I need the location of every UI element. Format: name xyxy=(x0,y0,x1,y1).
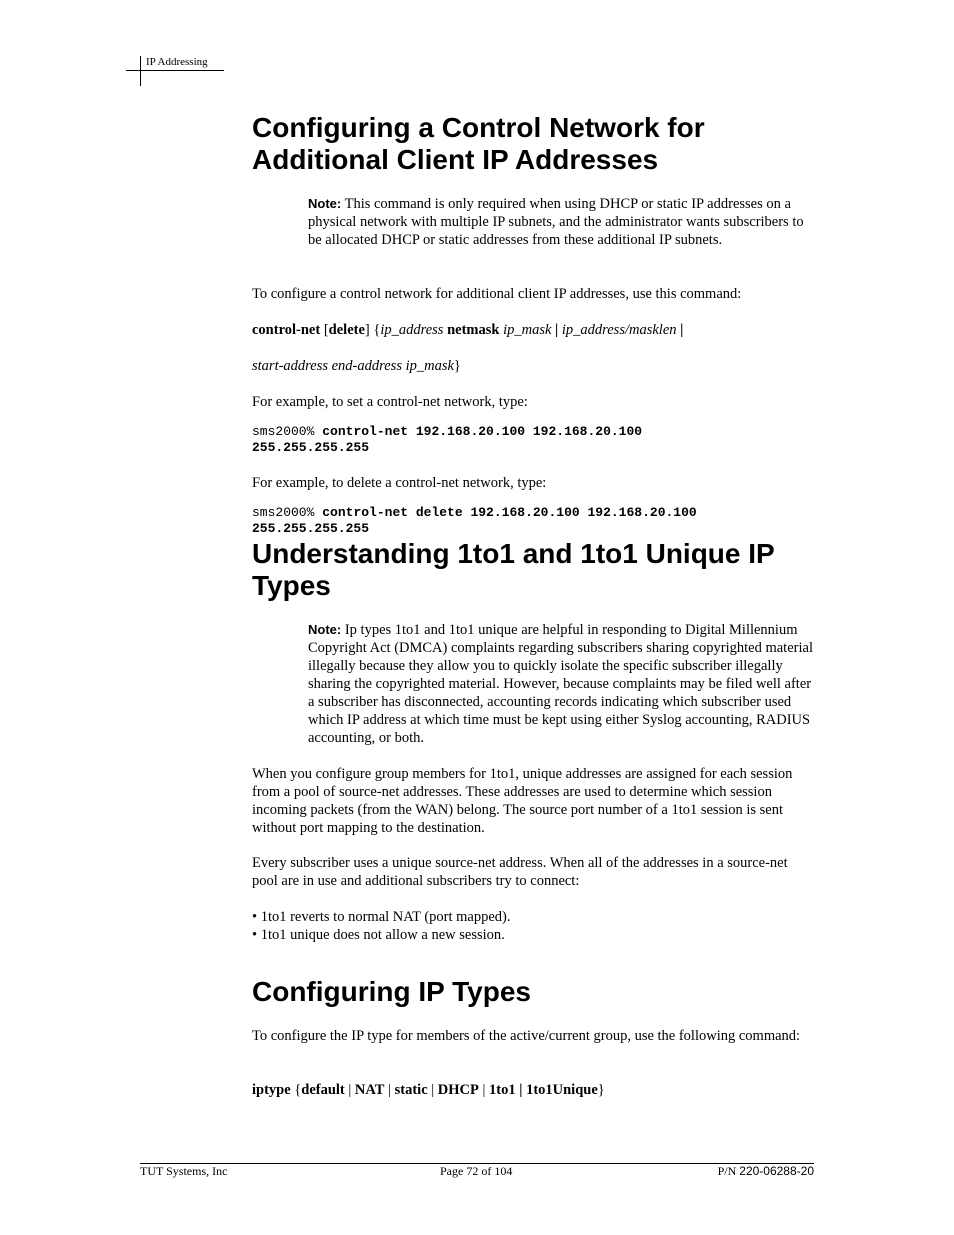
example2-text: For example, to delete a control-net network, type: xyxy=(252,475,547,491)
section-title-control-network: Configuring a Control Network for Additional Client IP Addresses xyxy=(252,112,705,175)
section-title-ip-types: Configuring IP Types xyxy=(252,976,531,1007)
command-syntax-line2: start-address end-address ip_mask} xyxy=(252,358,461,374)
note-label: Note: xyxy=(308,196,342,211)
example2-code: sms2000% control-net delete 192.168.20.100 192.168.20.100 255.255.255.255 xyxy=(252,505,697,536)
intro-paragraph: To configure a control network for additional client IP addresses, use this command: xyxy=(252,286,742,302)
note-text: This command is only required when using DHCP or static IP addresses on a physical network with multiple IP subnets, and the administrator wants subscribers to be allocated DHCP or static addresses from these additional IP subnets. xyxy=(308,196,804,248)
note-control-network xyxy=(308,195,818,249)
footer-part-number: P/N 220-06288-20 xyxy=(717,1164,814,1178)
example1-text: For example, to set a control-net network, type: xyxy=(252,394,528,410)
list-item: • 1to1 reverts to normal NAT (port mapped). xyxy=(252,909,511,925)
bullet-list xyxy=(252,908,817,944)
running-header: IP Addressing xyxy=(146,56,208,68)
command-syntax-control-net: control-net [delete] {ip_address netmask ip_mask | ip_address/masklen | xyxy=(252,322,684,338)
footer-page-number: Page 72 of 104 xyxy=(440,1164,513,1178)
example1-code: sms2000% control-net 192.168.20.100 192.168.20.100 255.255.255.255 xyxy=(252,424,643,455)
note-label: Note: xyxy=(308,622,342,637)
paragraph-source-net: Every subscriber uses a unique source-net address. When all of the addresses in a source-net pool are in use and additional subscribers try to connect: xyxy=(252,855,788,889)
section-title-1to1: Understanding 1to1 and 1to1 Unique IP Types xyxy=(252,538,775,601)
list-item: • 1to1 unique does not allow a new session. xyxy=(252,927,505,943)
note-1to1 xyxy=(308,621,818,747)
intro-ip-types: To configure the IP type for members of the active/current group, use the following command: xyxy=(252,1028,801,1044)
header-corner-mark xyxy=(140,56,141,86)
note-text: Ip types 1to1 and 1to1 unique are helpful in responding to Digital Millennium Copyright Act (DMCA) complaints regarding subscribers sharing copyrighted material illegally because they allow you to quickly isolate the specific subscriber illegally sharing the copyrighted material. However, because complaints may be filed well after a subscriber has disconnected, accounting records indicating which subscriber used which IP address at which time must be kept using either Syslog accounting, RADIUS accounting, or both. xyxy=(308,622,813,746)
footer-company: TUT Systems, Inc xyxy=(140,1164,228,1178)
paragraph-1to1-config: When you configure group members for 1to1, unique addresses are assigned for each session from a pool of source-net addresses. These addresses are used to determine which session incoming packets (from the WAN) belong. The source port number of a 1to1 session is sent without port mapping to the destination. xyxy=(252,766,793,836)
command-syntax-iptype: iptype {default | NAT | static | DHCP | 1to1 | 1to1Unique} xyxy=(252,1082,605,1098)
